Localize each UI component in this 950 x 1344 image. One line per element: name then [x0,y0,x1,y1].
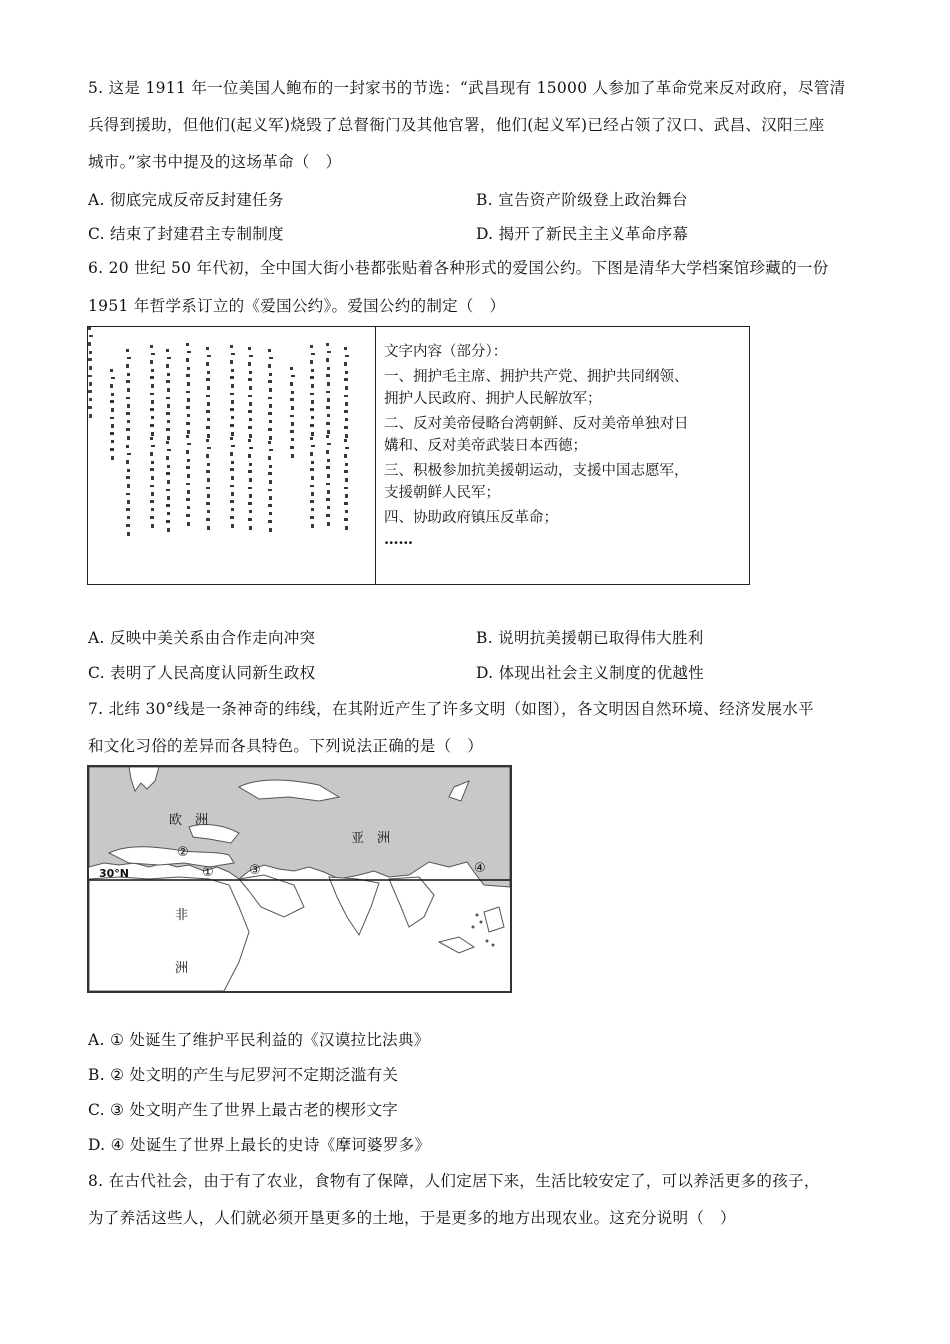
q6-stem-line2: 1951 年哲学系订立的《爱国公约》。爱国公约的制定（ ） [88,297,506,315]
q6-text-content [384,341,689,551]
map-graphic [89,767,510,991]
map-label-asia: 亚 洲 [351,831,391,846]
q6-figure-table [87,326,750,585]
map-marker-2: ② [177,845,189,860]
q6-option-b[interactable]: B. 说明抗美援朝已取得伟大胜利 [476,629,704,647]
q6-stem-line1: 6. 20 世纪 50 年代初，全中国大街小巷都张贴着各种形式的爱国公约。下图是清华大学档案馆珍藏的一份 [88,259,829,277]
q5-option-a[interactable]: A. 彻底完成反帝反封建任务 [88,191,284,209]
map-label-30n: 30°N [99,867,130,880]
map-label-africa-2: 洲 [175,961,189,976]
q7-option-a[interactable]: A. ① 处诞生了维护平民利益的《汉谟拉比法典》 [88,1031,430,1049]
q8-stem-line2: 为了养活这些人，人们就必须开垦更多的土地，于是更多的地方出现农业。这充分说明（ ） [88,1209,736,1227]
q6-option-a[interactable]: A. 反映中美关系由合作走向冲突 [88,629,316,647]
q6-item-3-line2: 支援朝鲜人民军； [384,485,500,501]
map-marker-3: ③ [249,863,261,878]
q6-item-1-line2: 拥护人民政府、拥护人民解放军； [384,391,602,407]
q7-option-b[interactable]: B. ② 处文明的产生与尼罗河不定期泛滥有关 [88,1066,399,1084]
q6-item-4-line1: 四、协助政府镇压反革命； [384,510,558,526]
map-marker-1: ① [202,865,214,880]
q6-item-2-line2: 媾和、反对美帝武装日本西德； [384,438,587,454]
q6-item-3-line1: 三、积极参加抗美援朝运动，支援中国志愿军， [384,463,689,479]
map-marker-4: ④ [474,861,486,876]
q6-option-d[interactable]: D. 体现出社会主义制度的优越性 [476,664,705,682]
q7-stem-line2: 和文化习俗的差异而各具特色。下列说法正确的是（ ） [88,737,484,755]
q6-ellipsis: …… [384,531,413,548]
q5-option-c[interactable]: C. 结束了封建君主专制制度 [88,225,284,243]
q5-stem-line2: 兵得到援助，但他们(起义军)烧毁了总督衙门及其他官署，他们(起义军)已经占领了汉口、武昌、汉阳三座 [88,116,825,134]
q6-box-heading: 文字内容（部分）： [384,344,508,360]
q6-option-c[interactable]: C. 表明了人民高度认同新生政权 [88,664,316,682]
q6-item-2-line1: 二、反对美帝侵略台湾朝鲜、反对美帝单独对日 [384,416,689,432]
handwritten-columns-graphic [88,327,375,583]
q7-option-c[interactable]: C. ③ 处文明产生了世界上最古老的楔形文字 [88,1101,399,1119]
q6-item-1-line1: 一、拥护毛主席、拥护共产党、拥护共同纲领、 [384,369,689,385]
q8-stem-line1: 8. 在古代社会，由于有了农业，食物有了保障，人们定居下来，生活比较安定了，可以养活更多的孩子， [88,1172,820,1190]
q5-option-d[interactable]: D. 揭开了新民主主义革命序幕 [476,225,689,243]
q7-option-d[interactable]: D. ④ 处诞生了世界上最长的史诗《摩诃婆罗多》 [88,1136,431,1154]
q7-stem-line1: 7. 北纬 30°线是一条神奇的纬线，在其附近产生了许多文明（如图），各文明因自然环境、经济发展水平 [88,700,814,718]
q7-world-map [87,765,512,993]
q6-handwritten-document-image [88,327,376,584]
map-label-africa-1: 非 [175,908,189,923]
map-label-europe: 欧 洲 [169,813,209,828]
q5-stem-line3: 城市。”家书中提及的这场革命（ ） [88,153,342,171]
q5-option-b[interactable]: B. 宣告资产阶级登上政治舞台 [476,191,688,209]
q5-stem-line1: 5. 这是 1911 年一位美国人鲍布的一封家书的节选：“武昌现有 15000 人参加了革命党来反对政府，尽管清 [88,79,846,97]
